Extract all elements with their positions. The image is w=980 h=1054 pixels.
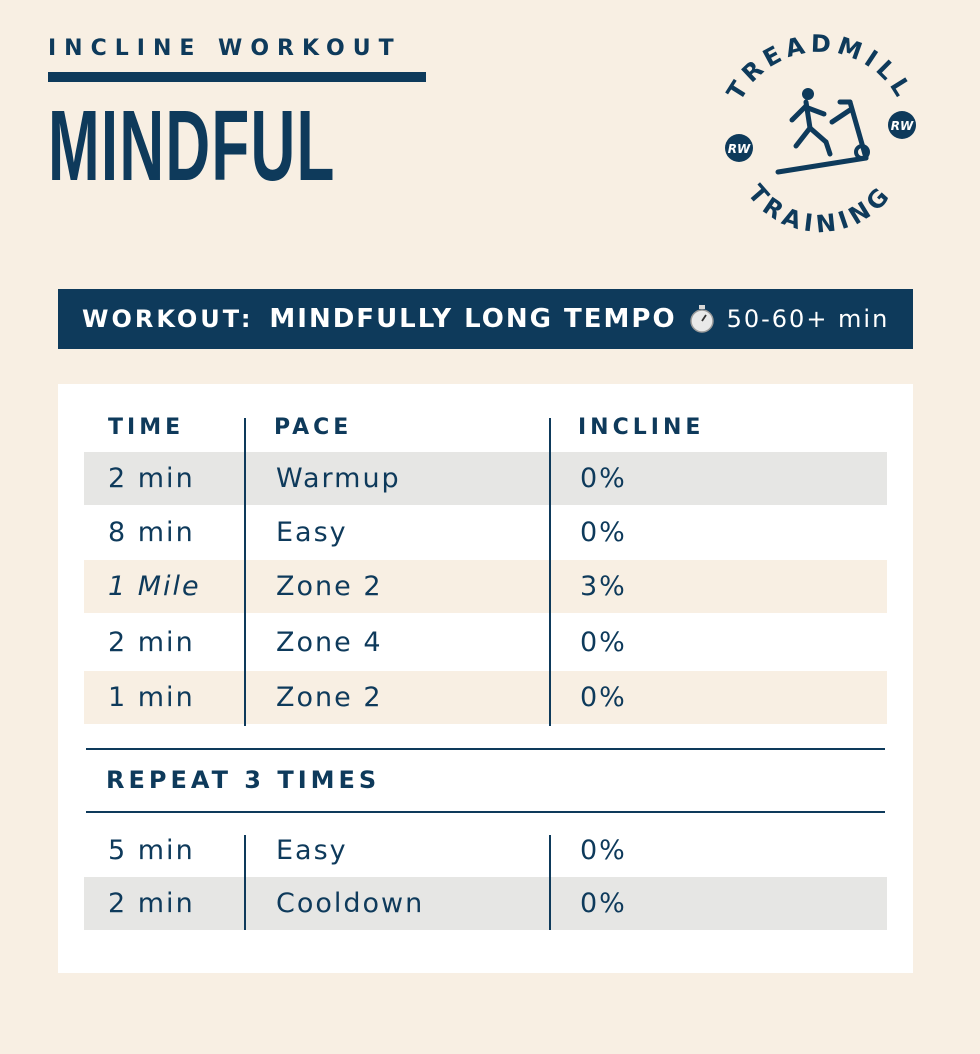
rw-left-icon: [725, 134, 753, 162]
table-header: [84, 402, 887, 452]
workout-table-card: [58, 384, 913, 973]
final-table: [84, 824, 887, 930]
column-header-pace: PACE: [274, 414, 353, 440]
table-row: [84, 505, 887, 560]
rw-right-icon: [888, 111, 916, 139]
incline-cell: 0%: [580, 517, 627, 548]
pace-cell: Zone 2: [276, 682, 383, 713]
workout-category: INCLINE WORKOUT: [48, 36, 402, 61]
stopwatch-icon: [689, 304, 715, 334]
column-divider: [549, 835, 551, 930]
treadmill-training-badge: [700, 30, 940, 250]
table-row: [84, 560, 887, 613]
incline-cell: 0%: [580, 888, 627, 919]
table-row: [84, 613, 887, 671]
time-cell: 2 min: [108, 463, 195, 494]
workout-banner: [58, 289, 913, 349]
column-header-time: TIME: [108, 414, 185, 440]
incline-cell: 3%: [580, 571, 627, 602]
time-cell: 1 min: [108, 682, 195, 713]
time-cell: 1 Mile: [108, 571, 201, 602]
table-row: [84, 671, 887, 724]
pace-cell: Easy: [276, 835, 348, 866]
banner-label: WORKOUT:: [82, 305, 254, 333]
time-cell: 2 min: [108, 626, 195, 658]
pace-cell: Warmup: [276, 463, 401, 494]
incline-cell: 0%: [580, 682, 627, 713]
table-row: [84, 877, 887, 930]
table-row: [84, 824, 887, 877]
badge-top-text: TREADMILL: [721, 30, 919, 106]
time-cell: 5 min: [108, 835, 195, 866]
pace-cell: Easy: [276, 517, 348, 548]
pace-cell: Cooldown: [276, 888, 425, 919]
page-title: MINDFUL: [48, 90, 336, 202]
pace-cell: Zone 2: [276, 571, 383, 602]
time-cell: 8 min: [108, 517, 195, 548]
incline-cell: 0%: [580, 626, 627, 658]
workout-name: MINDFULLY LONG TEMPO: [269, 304, 677, 334]
workout-duration: 50-60+ min: [726, 305, 890, 333]
pace-cell: Zone 4: [276, 626, 383, 658]
column-divider: [244, 418, 246, 726]
incline-cell: 0%: [580, 835, 627, 866]
time-cell: 2 min: [108, 888, 195, 919]
repeat-label: REPEAT 3 TIMES: [106, 766, 381, 794]
header-rule: [48, 72, 426, 82]
badge-bottom-text: TRAINING: [742, 178, 898, 239]
svg-text:RW: RW: [890, 119, 914, 133]
column-divider: [244, 835, 246, 930]
table-row: [84, 452, 887, 505]
workout-table: [84, 402, 887, 724]
incline-cell: 0%: [580, 463, 627, 494]
svg-text:RW: RW: [727, 142, 751, 156]
section-divider: [86, 748, 885, 750]
section-divider: [86, 811, 885, 813]
column-header-incline: INCLINE: [578, 414, 705, 440]
runner-on-treadmill-icon: [778, 88, 868, 172]
column-divider: [549, 418, 551, 726]
